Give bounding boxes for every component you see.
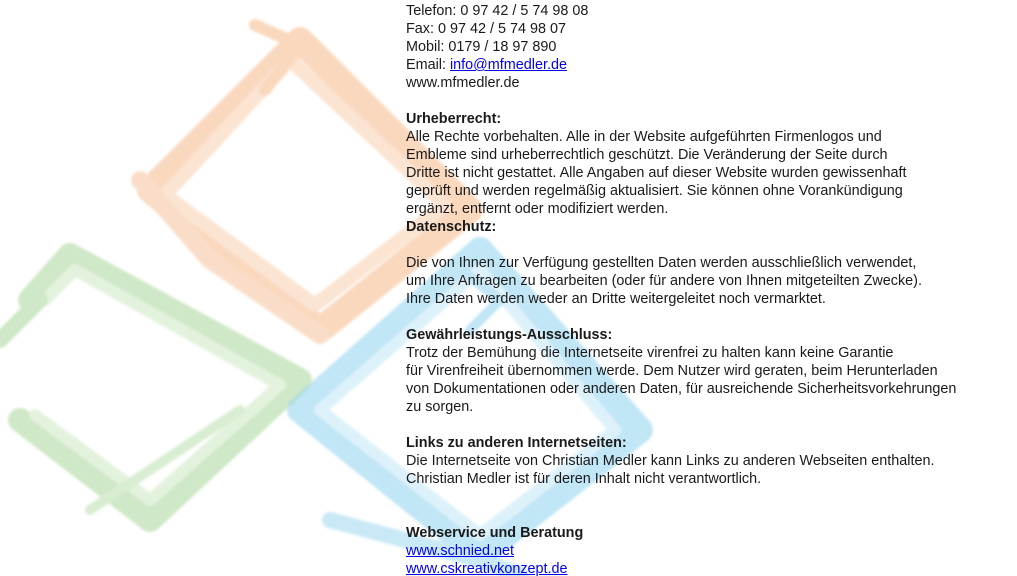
spacer	[406, 92, 1017, 110]
copyright-line: geprüft und werden regelmäßig aktualisiert. Sie können ohne Vorankündigung	[406, 183, 903, 199]
copyright-line: Embleme sind urheberrechtlich geschützt. Die Veränderung der Seite durch	[406, 147, 888, 163]
spacer	[406, 416, 1017, 434]
links-line: Die Internetseite von Christian Medler kann Links zu anderen Webseiten enthalten.	[406, 453, 935, 469]
copyright-line: ergänzt, entfernt oder modifiziert werden.	[406, 201, 669, 217]
privacy-line: Ihre Daten werden weder an Dritte weitergeleitet noch vermarktet.	[406, 291, 826, 307]
warranty-line: Trotz der Bemühung die Internetseite virenfrei zu halten kann keine Garantie	[406, 345, 894, 361]
privacy-heading: Datenschutz:	[406, 219, 497, 235]
warranty-line: zu sorgen.	[406, 399, 474, 415]
copyright-line: Dritte ist nicht gestattet. Alle Angaben auf dieser Website wurden gewissenhaft	[406, 165, 907, 181]
email-link[interactable]: info@mfmedler.de	[449, 57, 567, 73]
imprint-content	[406, 2, 1017, 576]
privacy-line: Die von Ihnen zur Verfügung gestellten Daten werden ausschließlich verwendet,	[406, 255, 917, 271]
warranty-line: von Dokumentationen oder anderen Daten, für ausreichende Sicherheitsvorkehrungen	[406, 381, 957, 397]
links-line: Christian Medler ist für deren Inhalt nicht verantwortlich.	[406, 471, 762, 487]
webservice-link-row	[406, 542, 1017, 560]
webservice-link-row	[406, 560, 1017, 576]
privacy-line: um Ihre Anfragen zu bearbeiten (oder für andere von Ihnen mitgeteilten Zwecke).	[406, 273, 922, 289]
warranty-heading: Gewährleistungs-Ausschluss:	[406, 327, 613, 343]
phone-text: Telefon: 0 97 42 / 5 74 98 08	[406, 3, 589, 19]
schnied-link[interactable]: www.schnied.net	[406, 543, 514, 559]
warranty-line: für Virenfreiheit übernommen werde. Dem Nutzer wird geraten, beim Herunterladen	[406, 363, 938, 379]
mobile-text: Mobil: 0179 / 18 97 890	[406, 39, 557, 55]
email-row	[406, 56, 1017, 74]
cskreativkonzept-link[interactable]: www.cskreativkonzept.de	[406, 561, 568, 576]
webservice-heading: Webservice und Beratung	[406, 525, 584, 541]
spacer	[406, 236, 1017, 254]
copyright-line: Alle Rechte vorbehalten. Alle in der Website aufgeführten Firmenlogos und	[406, 129, 882, 145]
fax-text: Fax: 0 97 42 / 5 74 98 07	[406, 21, 567, 37]
email-label: Email:	[406, 57, 450, 73]
website-text: www.mfmedler.de	[406, 75, 520, 91]
spacer	[406, 308, 1017, 326]
spacer	[406, 488, 1017, 524]
links-heading: Links zu anderen Internetseiten:	[406, 435, 627, 451]
copyright-heading: Urheberrecht:	[406, 111, 502, 127]
